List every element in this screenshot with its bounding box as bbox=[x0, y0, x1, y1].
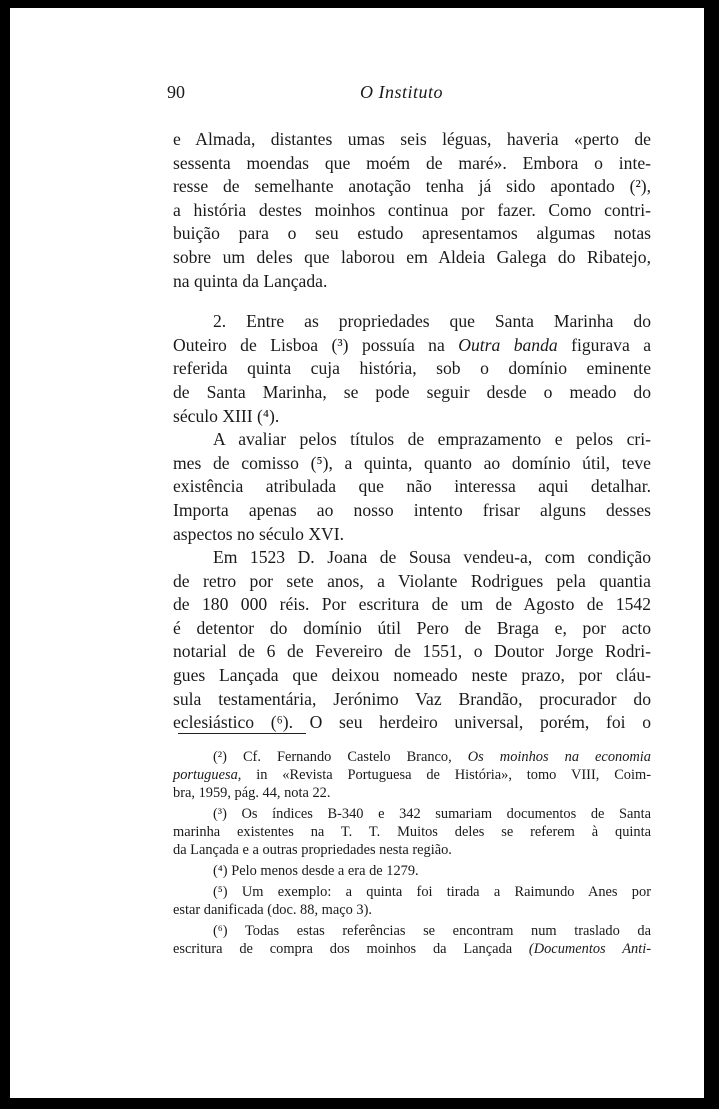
page-number: 90 bbox=[167, 82, 185, 102]
text-line: buição para o seu estudo apresentamos algumas notas bbox=[173, 223, 651, 244]
footnote-line: estar danificada (doc. 88, maço 3). bbox=[173, 902, 372, 918]
footnote-line: bra, 1959, pág. 44, nota 22. bbox=[173, 785, 331, 801]
main-text bbox=[173, 128, 651, 735]
footnote bbox=[173, 862, 651, 880]
text-line: na quinta da Lançada. bbox=[173, 270, 328, 291]
paragraph bbox=[173, 310, 651, 428]
italic-phrase: Outra banda bbox=[458, 334, 558, 355]
text-line: sessenta moendas que moém de maré». Embora o inte- bbox=[173, 152, 651, 173]
page-header bbox=[10, 82, 704, 108]
text-line: 2. Entre as propriedades que Santa Marinha do bbox=[213, 311, 651, 332]
text-line: a história destes moinhos continua por fazer. Como contri- bbox=[173, 199, 651, 220]
book-page bbox=[10, 8, 704, 1098]
text-line: Outeiro de Lisboa (³) possuía na Outra banda figurava a bbox=[173, 334, 651, 355]
text-line: eclesiástico (⁶). O seu herdeiro universal, porém, foi o bbox=[173, 712, 651, 733]
footnote-marker: (⁵) bbox=[213, 884, 228, 900]
footnotes bbox=[173, 748, 651, 958]
footnote bbox=[173, 805, 651, 859]
text-line: notarial de 6 de Fevereiro de 1551, o Doutor Jorge Rodri- bbox=[173, 641, 651, 662]
text-line: de retro por sete anos, a Violante Rodrigues pela quantia bbox=[173, 570, 651, 591]
footnote-marker: (⁴) bbox=[213, 863, 228, 879]
text-line: resse de semelhante anotação tenha já sido apontado (²), bbox=[173, 176, 651, 197]
footnote-line: (⁵) Um exemplo: a quinta foi tirada a Raimundo Anes por bbox=[213, 884, 651, 900]
footnote-line: marinha existentes na T. T. Muitos deles se referem à quinta bbox=[173, 824, 651, 840]
footnote bbox=[173, 922, 651, 958]
footnote-line: (⁴) Pelo menos desde a era de 1279. bbox=[213, 863, 419, 879]
footnote-line: (²) Cf. Fernando Castelo Branco, Os moinhos na economia bbox=[213, 749, 651, 765]
text-line: século XIII (⁴). bbox=[173, 405, 280, 426]
text-line: Importa apenas ao nosso intento frisar alguns desses bbox=[173, 499, 651, 520]
text-line: e Almada, distantes umas seis léguas, haveria «perto de bbox=[173, 129, 651, 149]
footnote-line: (⁶) Todas estas referências se encontram num traslado da bbox=[213, 923, 651, 939]
paragraph bbox=[173, 428, 651, 546]
footnote-line: escritura de compra dos moinhos da Lançada (Documentos Anti- bbox=[173, 941, 651, 957]
footnote-marker: (³) bbox=[213, 806, 227, 822]
text-line: mes de comisso (⁵), a quinta, quanto ao domínio útil, teve bbox=[173, 452, 651, 473]
text-line: existência atribulada que não interessa aqui detalhar. bbox=[173, 476, 651, 497]
text-line: de 180 000 réis. Por escritura de um de Agosto de 1542 bbox=[173, 594, 651, 615]
footnote-line: da Lançada e a outras propriedades nesta região. bbox=[173, 842, 452, 858]
text-line: Em 1523 D. Joana de Sousa vendeu-a, com condição bbox=[213, 547, 651, 568]
text-line: A avaliar pelos títulos de emprazamento e pelos cri- bbox=[213, 429, 651, 450]
text-line: gues Lançada que deixou nomeado neste prazo, por cláu- bbox=[173, 665, 651, 686]
text-line: referida quinta cuja história, sob o domínio eminente bbox=[173, 358, 651, 379]
text-line: é detentor do domínio útil Pero de Braga e, por acto bbox=[173, 617, 651, 638]
footnote-divider bbox=[178, 733, 306, 734]
footnote-line: (³) Os índices B-340 e 342 sumariam documentos de Santa bbox=[213, 806, 651, 822]
footnote bbox=[173, 748, 651, 802]
text-line: sula testamentária, Jerónimo Vaz Brandão, procurador do bbox=[173, 688, 651, 709]
running-title: O Instituto bbox=[360, 82, 444, 102]
paragraph bbox=[173, 128, 651, 293]
footnote bbox=[173, 883, 651, 919]
text-line: aspectos no século XVI. bbox=[173, 523, 345, 544]
text-line: de Santa Marinha, se pode seguir desde o meado do bbox=[173, 381, 651, 402]
text-line: sobre um deles que laborou em Aldeia Galega do Ribatejo, bbox=[173, 246, 651, 267]
paragraph bbox=[173, 546, 651, 735]
footnote-marker: (²) bbox=[213, 749, 227, 765]
footnote-line: portuguesa, in «Revista Portuguesa de História», tomo VIII, Coim- bbox=[173, 767, 651, 783]
footnote-marker: (⁶) bbox=[213, 923, 228, 939]
